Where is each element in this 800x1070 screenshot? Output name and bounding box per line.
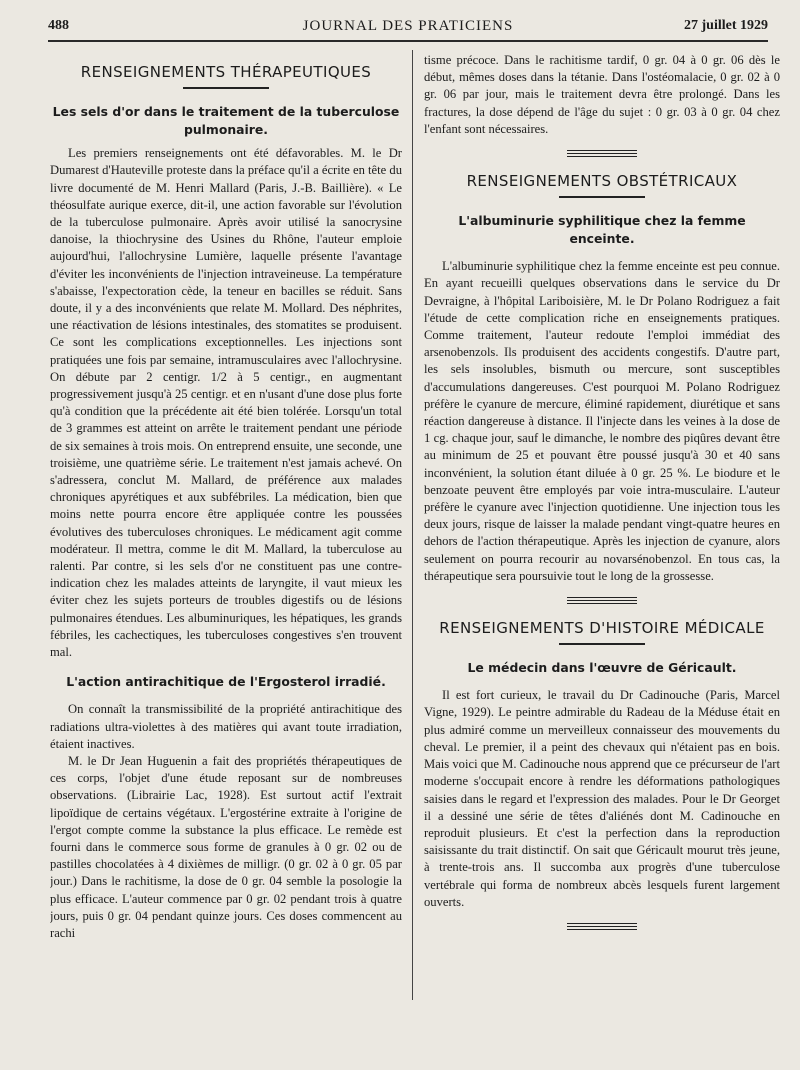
journal-title: JOURNAL DES PRATICIENS xyxy=(302,18,514,34)
running-header xyxy=(48,14,768,42)
article-albuminurie xyxy=(424,212,780,585)
article-gericault xyxy=(424,659,780,911)
article-title: L'action antirachitique de l'Ergosterol irradié. xyxy=(66,674,386,690)
article-paragraph: L'albuminurie syphilitique chez la femme enceinte est peu connue. En ayant recueilli quelques observations dans le service du Dr Devraigne, à l'hôpital Lariboisière, M. le Dr Polano Rodriguez a fait l'étude de cette complication riche en enseignements pratiques. Comme traitement, l'auteur redoute l'emploi immédiat des arsenobenzols. Ils produisent des accidents congestifs. D'autre part, les sels insolubles, bismuth ou mercure, sont susceptibles d'accumulations dangereuses. C'est pourquoi M. Polano Rodriguez préfère le cyanure de mercure, éliminé rapidement, diurétique et sans réaction dangereuse à distance. Il l'injecte dans les veines à la dose de 1 cg. chaque jour, sauf le dimanche, le nombre des piqûres devant être au minimum de 25 et pouvant être poussé jusqu'à 30 et 40 sans inconvénient, la solution étant diluée à 0 gr. 25 %. Le biodure et le benzoate peuvent être employés par voie intra-musculaire. L'auteur préfère le cyanure avec l'injection quotidienne. Une injection tous les deux jours, risque de laisser la malade pendant vingt-quatre heures en dehors de l'action thérapeutique. Après les injection de cyanure, alors seulement on pourra recourir au novarsénobenzol. En tous cas, la thérapeutique sera poursuivie tout le long de la grossesse. xyxy=(424,259,780,583)
article-title: Les sels d'or dans le traitement de la tuberculose pulmonaire. xyxy=(52,104,400,138)
title-rule xyxy=(559,196,645,198)
title-rule xyxy=(183,87,269,89)
continuation-paragraph: tisme précoce. Dans le rachitisme tardif, 0 gr. 04 à 0 gr. 06 dès le début, mêmes doses dans la tétanie. Dans l'ostéomalacie, 0 gr. 02 à 0 gr. 06 par jour, mais le traitement devra être prolongé. Dans les fractures, la dose dépend de l'âge du sujet : 0 gr. 03 à 0 gr. 04 chez l'enfant sont nécessaires. xyxy=(424,53,780,136)
section-separator xyxy=(567,150,637,157)
section-title-histoire-medicale: RENSEIGNEMENTS D'HISTOIRE MÉDICALE xyxy=(439,619,765,638)
page-number: 488 xyxy=(48,18,69,33)
right-column xyxy=(424,52,780,1052)
column-divider xyxy=(412,50,413,1000)
article-paragraph: M. le Dr Jean Huguenin a fait des propriétés thérapeutiques de ces corps, l'objet d'une étude reposant sur de nombreuses observations. (Librairie Lac, 1928). Est surtout actif l'extrait lipoïdique de certains végétaux. L'ergostérine extraite à l'origine de l'ergot compte comme la substance la plus efficace. Le remède est fourni dans le commerce sous forme de granules à 0 gr. 02 ou de pastilles chocolatées à 4 dixièmes de milligr. (0 gr. 02 à 0 gr. 05 par jour.) Dans le rachitisme, la dose de 0 gr. 04 semble la posologie la plus efficace. L'auteur commence par 0 gr. 02 pendant trois à quatre jours, puis 0 gr. 04 pendant quinze jours. Ces doses commencent au rachi xyxy=(50,753,402,940)
section-title-obstetricaux: RENSEIGNEMENTS OBSTÉTRICAUX xyxy=(466,172,738,191)
article-title: L'albuminurie syphilitique chez la femme enceinte. xyxy=(458,213,746,247)
section-separator xyxy=(567,923,637,930)
issue-date: 27 juillet 1929 xyxy=(684,18,768,33)
article-sels-or xyxy=(50,103,402,661)
title-rule xyxy=(559,643,645,645)
article-title: Le médecin dans l'œuvre de Géricault. xyxy=(467,660,737,676)
left-column xyxy=(50,52,402,1052)
article-paragraph: Il est fort curieux, le travail du Dr Cadinouche (Paris, Marcel Vigne, 1929). Le peintre admirable du Radeau de la Méduse était en plus admiré comme un merveilleux connaisseur des mouvements du cheval. Le premier, il a peint des chevaux qui n'étaient pas en bois. Mais voici que M. Cadinouche nous apprend que ce précurseur de l'art moderne s'occupait encore à rendre les déformations pathologiques saisies dans le regard et l'expression des malades. Pour le Dr Georget il a dessiné une série de têtes d'aliénés dont M. Cadinouche en reproduit plusieurs. Et c'est la perfection dans la reproduction saisissante du trait distinctif. On sait que Géricault mourut très jeune, à trente-trois ans. Il succomba aux progrès d'une tuberculose vertébrale qui forma de nombreux abcès lesquels furent largement ouverts. xyxy=(424,688,780,909)
section-title-therapeutiques: RENSEIGNEMENTS THÉRAPEUTIQUES xyxy=(80,63,372,81)
article-paragraph: On connaît la transmissibilité de la propriété antirachitique des radiations ultra-violettes à des matières qui avant toute irradiation, étaient inactives. xyxy=(50,702,402,751)
article-ergosterol xyxy=(50,673,402,942)
section-separator xyxy=(567,597,637,604)
article-paragraph: Les premiers renseignements ont été défavorables. M. le Dr Dumarest d'Hauteville proteste dans la préface qu'il a écrite en tête du livre documenté de M. Henri Mallard (Paris, J.-B. Baillière). « Le théosulfate aurique exerce, dit-il, une action favorable sur l'évolution de la tuberculose pulmonaire. Après avoir utilisé la sanocrysine danoise, la thiochrysine des Usines du Rhône, l'auteur emploie aujourd'hui, l'allochrysine Lumière, laquelle présente l'avantage d'éviter les inconvénients de l'injection intraveineuse. La température s'abaisse, l'expectoration cède, la teneur en bacilles se réduit. Sans doute, il y a des inconvénients que relate M. Mollard. Des néphrites, une réactivation de lésions intestinales, des stomatites se produisent. Ce sont les complications exceptionnelles. Les injections sont pratiquées une fois par semaine, intramusculaires avec l'allochrysine. On débute par 2 centigr. 1/2 à 5 centigr., en augmentant progressivement jusqu'à 25 centigr. et en n'usant d'une dose plus forte qu'à condition que la précédente ait été bien tolérée. Lorsqu'un total de 3 grammes est atteint on arrête le traitement pendant une période de six semaines à trois mois. On entreprend ensuite, une seconde, une troisième, une quatrième série. Le traitement n'est jamais achevé. On s'adressera, conclut M. Mallard, de préférence aux malades chroniques apyrétiques et aux subfébriles. La médication, bien que moins nette pourra encore être appliquée contre les poussées évolutives des tuberculoses chroniques. Le médicament agit comme modérateur. Il mettra, comme le dit M. Mallard, la tuberculose au ralenti. Par contre, si les sels d'or ne constituent pas une contre-indication chez les malades atteints de laryngite, il vaut mieux les éviter chez les sujets porteurs de troubles digestifs ou de lésions pulmonaires étendues. Les albuminuriques, les hépatiques, les grands fébriles, les cachectiques, les tuberculoses congestives s'en trouvent mal. xyxy=(50,146,402,660)
